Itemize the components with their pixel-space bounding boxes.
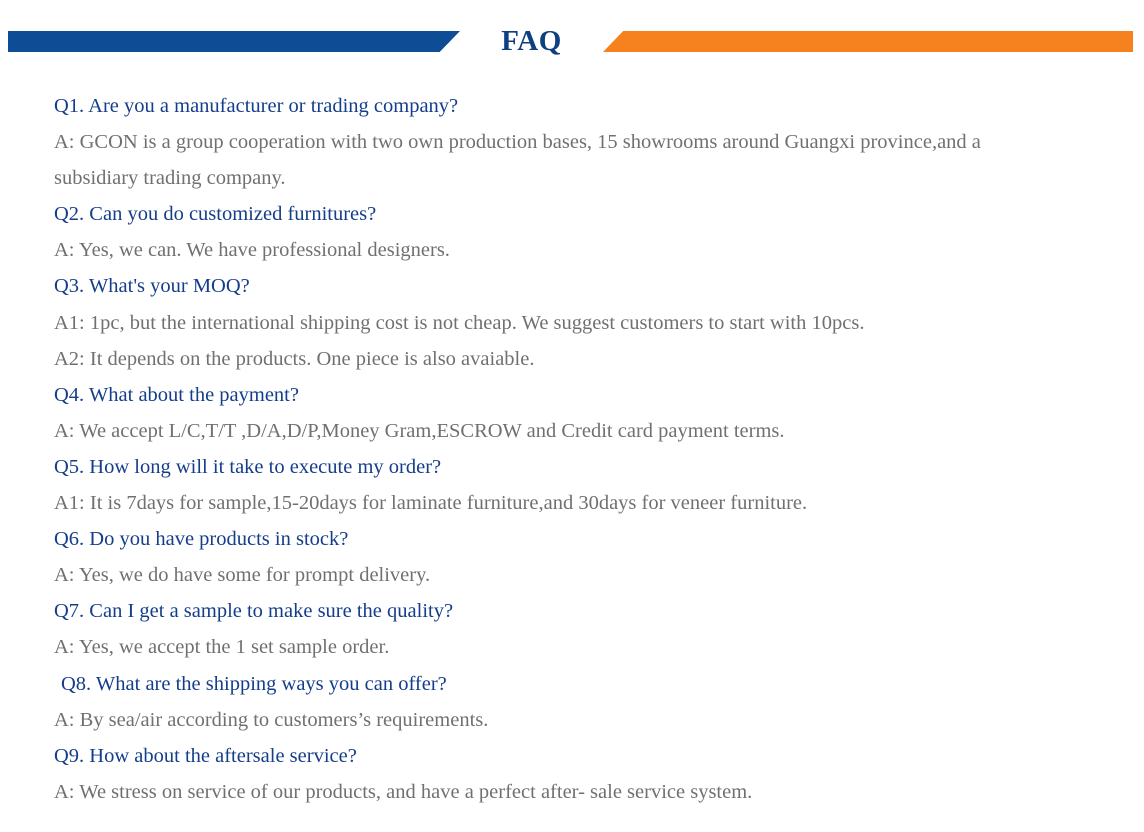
header-left-bar xyxy=(8,31,460,52)
question-4: Q4. What about the payment? xyxy=(54,383,299,406)
answer-2: A: Yes, we can. We have professional designers. xyxy=(54,239,450,262)
question-6: Q6. Do you have products in stock? xyxy=(54,528,349,551)
page-title: FAQ xyxy=(501,25,562,57)
faq-list xyxy=(54,88,1114,810)
answer-3-part-2: A2: It depends on the products. One piece is also avaiable. xyxy=(54,347,535,370)
question-3: Q3. What's your MOQ? xyxy=(54,275,250,298)
answer-7: A: Yes, we accept the 1 set sample order. xyxy=(54,636,390,659)
answer-8: A: By sea/air according to customers’s requirements. xyxy=(54,708,489,731)
answer-4: A: We accept L/C,T/T ,D/A,D/P,Money Gram,ESCROW and Credit card payment terms. xyxy=(54,419,785,442)
answer-6: A: Yes, we do have some for prompt delivery. xyxy=(54,564,431,587)
question-1: Q1. Are you a manufacturer or trading company? xyxy=(54,95,459,117)
answer-3-part-1: A1: 1pc, but the international shipping cost is not cheap. We suggest customers to start with 10pcs. xyxy=(54,311,865,334)
header-right-bar xyxy=(603,31,1133,52)
answer-9: A: We stress on service of our products, and have a perfect after- sale service system. xyxy=(54,780,753,803)
faq-header xyxy=(0,0,1144,80)
answer-5: A1: It is 7days for sample,15-20days for laminate furniture,and 30days for veneer furniture. xyxy=(54,492,808,515)
question-8: Q8. What are the shipping ways you can offer? xyxy=(61,672,447,695)
question-7: Q7. Can I get a sample to make sure the quality? xyxy=(54,600,454,623)
question-5: Q5. How long will it take to execute my order? xyxy=(54,455,442,478)
answer-1: A: GCON is a group cooperation with two own production bases, 15 showrooms around Guangxi province,and a subsidiary trading company. xyxy=(54,131,981,190)
question-9: Q9. How about the aftersale service? xyxy=(54,744,357,767)
question-2: Q2. Can you do customized furnitures? xyxy=(54,203,377,226)
